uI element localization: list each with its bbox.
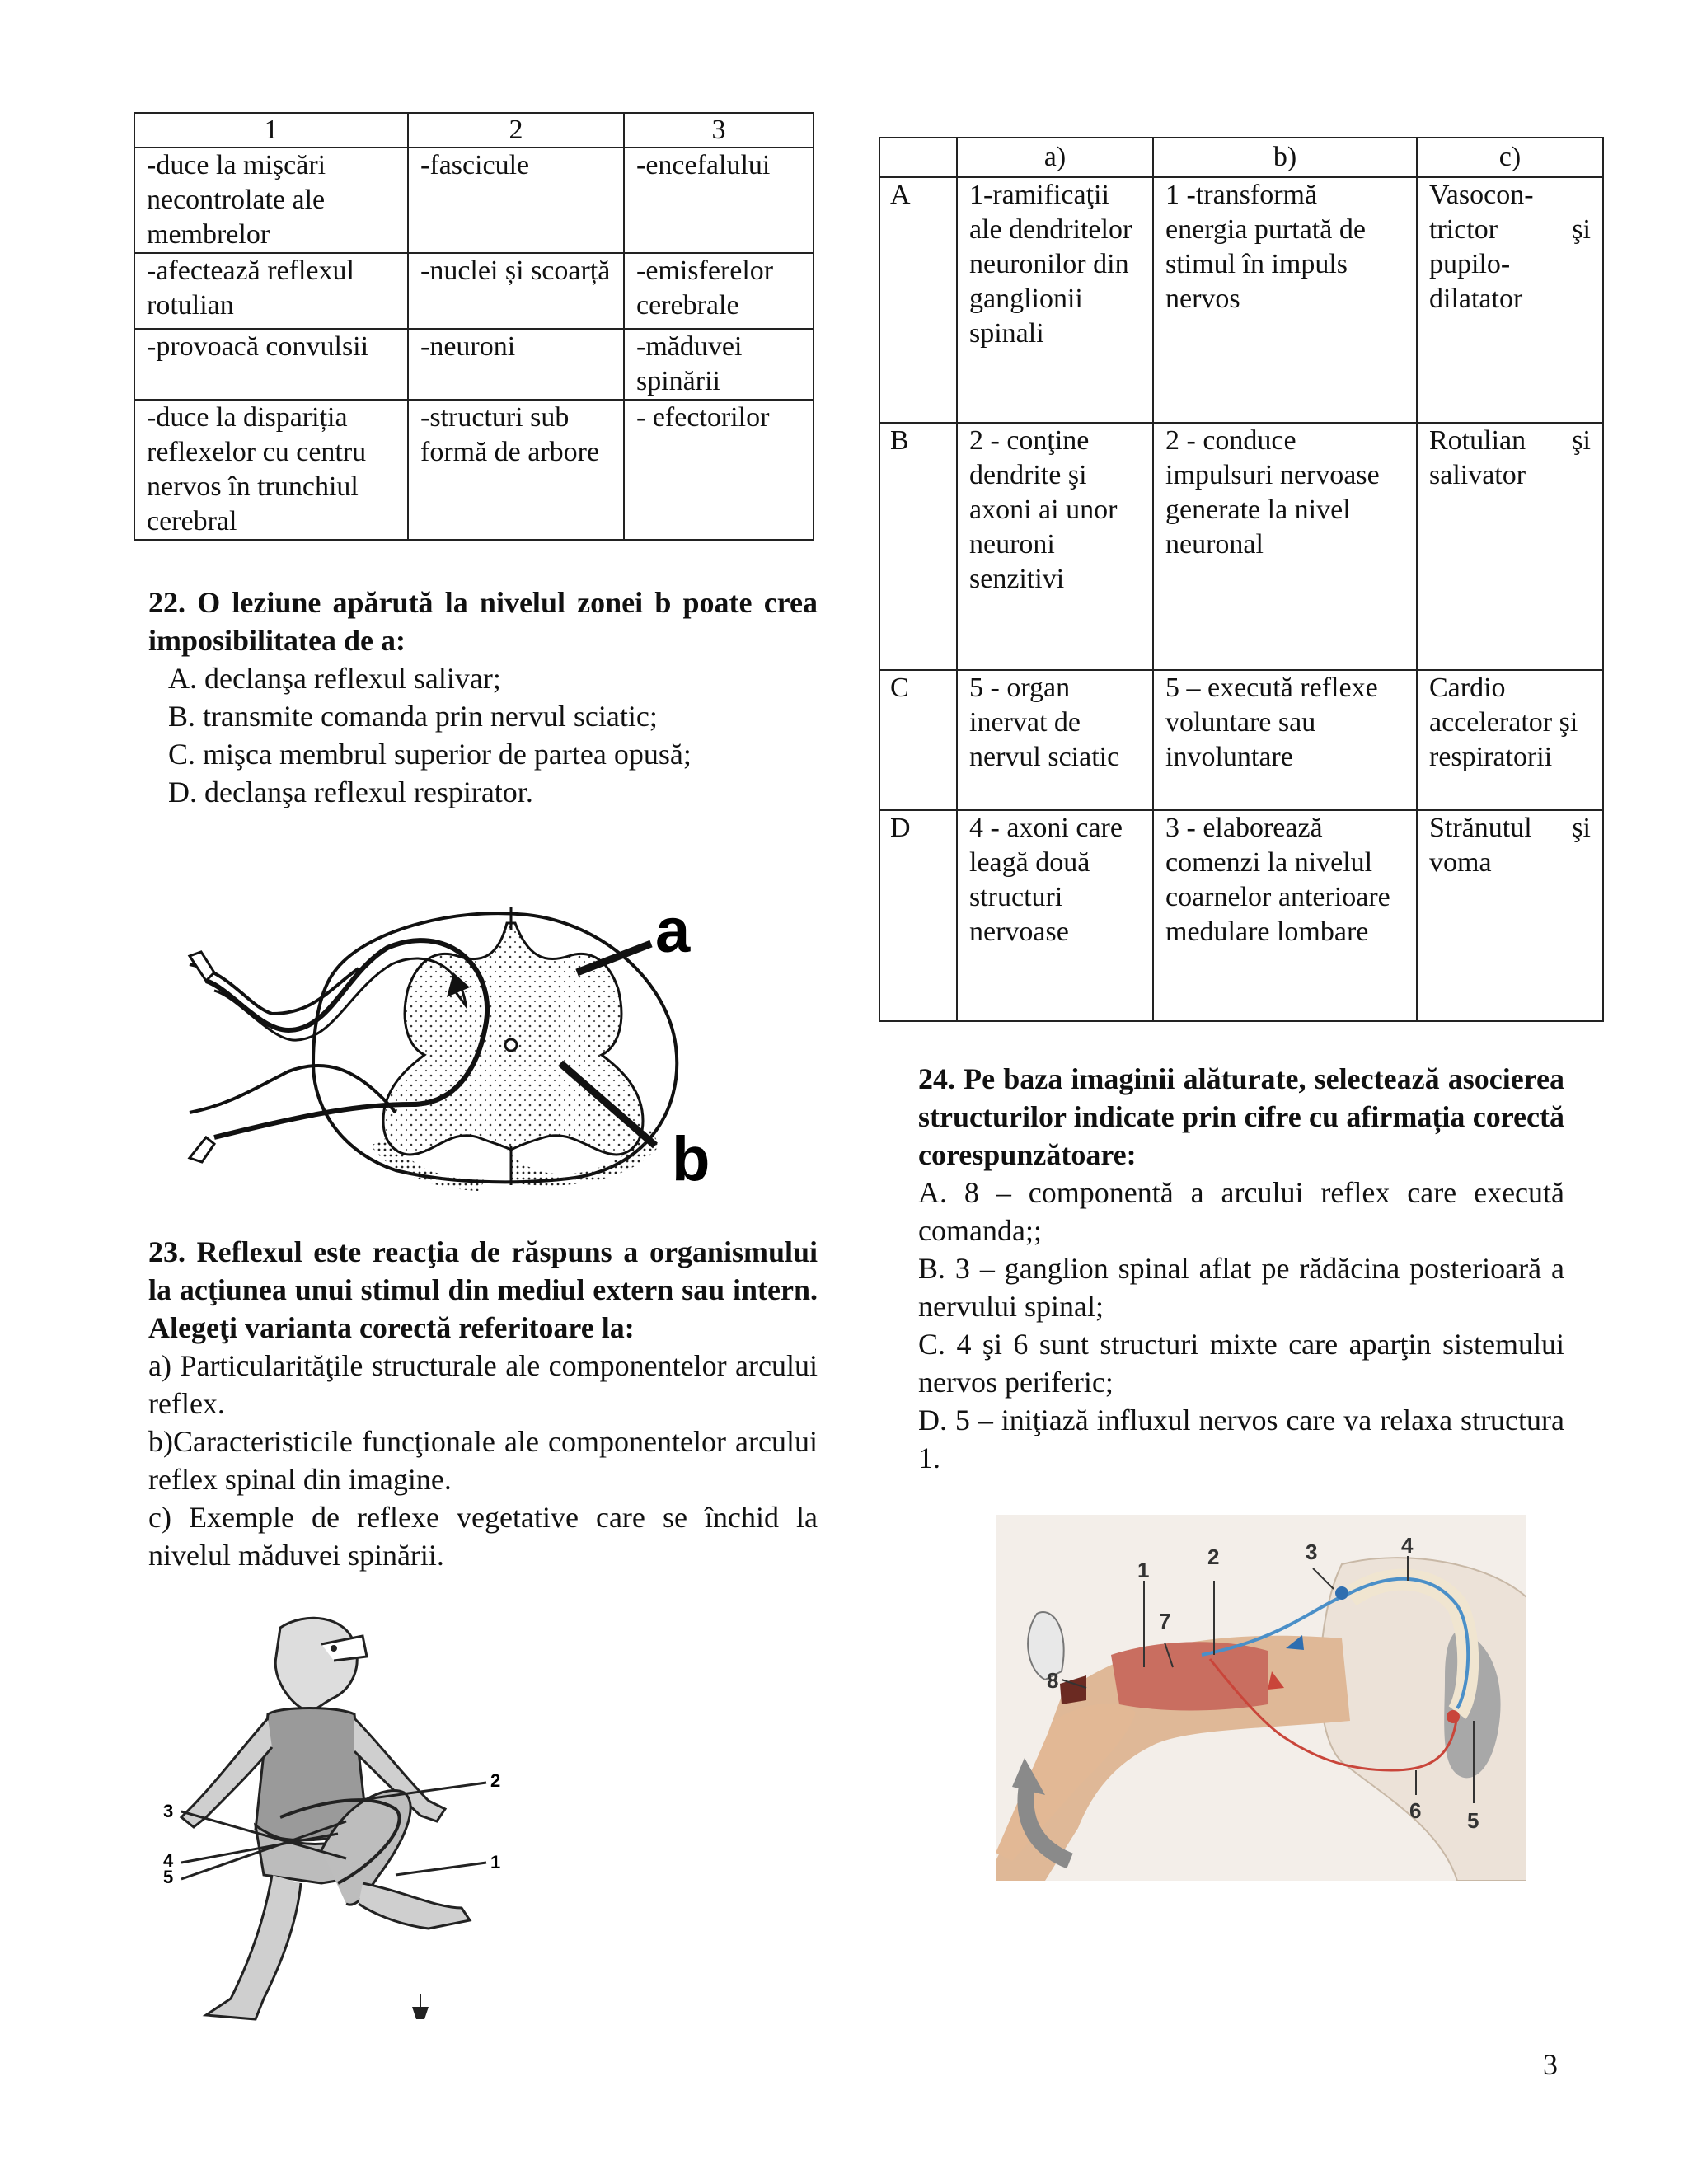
table-cell: Strănutul şi voma <box>1417 810 1603 1021</box>
table-row <box>134 253 814 329</box>
option-letter: D. <box>168 776 197 808</box>
table-row <box>879 423 1603 670</box>
table-cell: -emisferelor cerebrale <box>624 253 814 329</box>
fig-label: 5 <box>1467 1808 1479 1833</box>
table-cell: -afectează reflexul rotulian <box>134 253 408 329</box>
table-row <box>879 177 1603 423</box>
table-cell: -nuclei și scoarță <box>408 253 624 329</box>
table-row <box>134 329 814 400</box>
table-cell: Vasocon-trictor şi pupilo-dilatator <box>1417 177 1603 423</box>
table2-header <box>879 138 957 177</box>
question-23-item: a) Particularităţile structurale ale componentelor arcului reflex. <box>148 1349 818 1420</box>
question-23-title: 23. Reflexul este reacţia de răspuns a organismului la acţiunea unui stimul din mediul extern sau intern. Alegeţi varianta corectă referitoare la: <box>148 1235 818 1344</box>
table-cell: - efectorilor <box>624 400 814 540</box>
table-cell: -duce la dispariția reflexelor cu centru nervos în trunchiul cerebral <box>134 400 408 540</box>
fig-label: 1 <box>1137 1558 1150 1582</box>
table-row <box>879 810 1603 1021</box>
table-cell: -structuri sub formă de arbore <box>408 400 624 540</box>
table1-header: 1 <box>134 113 408 148</box>
question-24 <box>918 1060 1564 1477</box>
table-row <box>134 148 814 253</box>
table-row <box>134 400 814 540</box>
option-a[interactable] <box>148 659 818 697</box>
fig-label: 7 <box>1159 1609 1171 1633</box>
fig-label: 3 <box>163 1801 174 1821</box>
table-1 <box>134 112 814 541</box>
question-24-option-d[interactable]: D. 5 – iniţiază influxul nervos care va relaxa structura 1. <box>918 1404 1564 1474</box>
option-b[interactable] <box>148 697 818 735</box>
table-cell: -neuroni <box>408 329 624 400</box>
question-22-title: 22. O leziune apărută la nivelul zonei b poate crea imposibilitatea de a: <box>148 586 818 657</box>
question-24-option-b[interactable]: B. 3 – ganglion spinal aflat pe rădăcina posterioară a nervului spinal; <box>918 1252 1564 1323</box>
question-22-options <box>148 659 818 811</box>
table-cell: -provoacă convulsii <box>134 329 408 400</box>
option-text: mişca membrul superior de partea opusă; <box>203 738 692 771</box>
option-letter: B. <box>168 700 196 733</box>
row-label: C <box>879 670 957 810</box>
table-cell: Cardio accelerator şi respiratorii <box>1417 670 1603 810</box>
table2-header: c) <box>1417 138 1603 177</box>
row-label: D <box>879 810 957 1021</box>
fig-label: 4 <box>163 1850 174 1871</box>
knee-reflex-figure <box>996 1515 1526 1881</box>
table-cell: Rotulian şi salivator <box>1417 423 1603 670</box>
question-22 <box>148 583 818 811</box>
spinal-cord-figure <box>181 865 758 1195</box>
option-c[interactable] <box>148 735 818 773</box>
table2-header: b) <box>1153 138 1417 177</box>
question-24-option-c[interactable]: C. 4 şi 6 sunt structuri mixte care aparţin sistemului nervos periferic; <box>918 1328 1564 1399</box>
table-cell: 2 - conduce impulsuri nervoase generate la nivel neuronal <box>1153 423 1417 670</box>
table-cell: -duce la mişcări necontrolate ale membrelor <box>134 148 408 253</box>
question-24-title: 24. Pe baza imaginii alăturate, selectează asocierea structurilor indicate prin cifre cu afirmația corectă corespunzătoare: <box>918 1062 1564 1171</box>
table-cell: 5 - organ inervat de nervul sciatic <box>957 670 1153 810</box>
table1-header: 2 <box>408 113 624 148</box>
table-2 <box>879 137 1604 1022</box>
question-24-option-a[interactable]: A. 8 – componentă a arcului reflex care execută comanda;; <box>918 1176 1564 1247</box>
fig-label: 5 <box>163 1867 174 1887</box>
table-cell: -encefalului <box>624 148 814 253</box>
option-text: transmite comanda prin nervul sciatic; <box>203 700 658 733</box>
row-label: B <box>879 423 957 670</box>
table-cell: -fascicule <box>408 148 624 253</box>
table2-header: a) <box>957 138 1153 177</box>
table-cell: 4 - axoni care leagă două structuri nervoase <box>957 810 1153 1021</box>
fig-label: 1 <box>490 1852 501 1872</box>
option-text: declanşa reflexul respirator. <box>204 776 533 808</box>
table-cell: 2 - conţine dendrite şi axoni ai unor neuroni senzitivi <box>957 423 1153 670</box>
table-cell: -măduvei spinării <box>624 329 814 400</box>
page-number: 3 <box>1543 2048 1558 2081</box>
question-23-item: b)Caracteristicile funcţionale ale componentelor arcului reflex spinal din imagine. <box>148 1425 818 1496</box>
table-row <box>879 670 1603 810</box>
fig-label: 6 <box>1409 1798 1422 1823</box>
fig-label: 2 <box>490 1770 501 1791</box>
question-23 <box>148 1233 818 1574</box>
label-b: b <box>672 1124 710 1194</box>
label-a: a <box>655 896 691 966</box>
option-letter: C. <box>168 738 196 771</box>
option-letter: A. <box>168 662 197 695</box>
fig-label: 3 <box>1306 1540 1318 1564</box>
option-text: declanşa reflexul salivar; <box>204 662 501 695</box>
table-cell: 5 – execută reflexe voluntare sau involuntare <box>1153 670 1417 810</box>
reflex-man-figure <box>157 1611 536 2040</box>
option-d[interactable] <box>148 773 818 811</box>
row-label: A <box>879 177 957 423</box>
fig-label: 2 <box>1207 1544 1220 1569</box>
table-cell: 3 - elaborează comenzi la nivelul coarnelor anterioare medulare lombare <box>1153 810 1417 1021</box>
fig-label: 4 <box>1401 1533 1414 1558</box>
fig-label: 8 <box>1047 1668 1059 1693</box>
question-23-item: c) Exemple de reflexe vegetative care se închid la nivelul măduvei spinării. <box>148 1501 818 1572</box>
table1-header: 3 <box>624 113 814 148</box>
table-cell: 1 -transformă energia purtată de stimul în impuls nervos <box>1153 177 1417 423</box>
table-cell: 1-ramificaţii ale dendritelor neuronilor din ganglionii spinali <box>957 177 1153 423</box>
